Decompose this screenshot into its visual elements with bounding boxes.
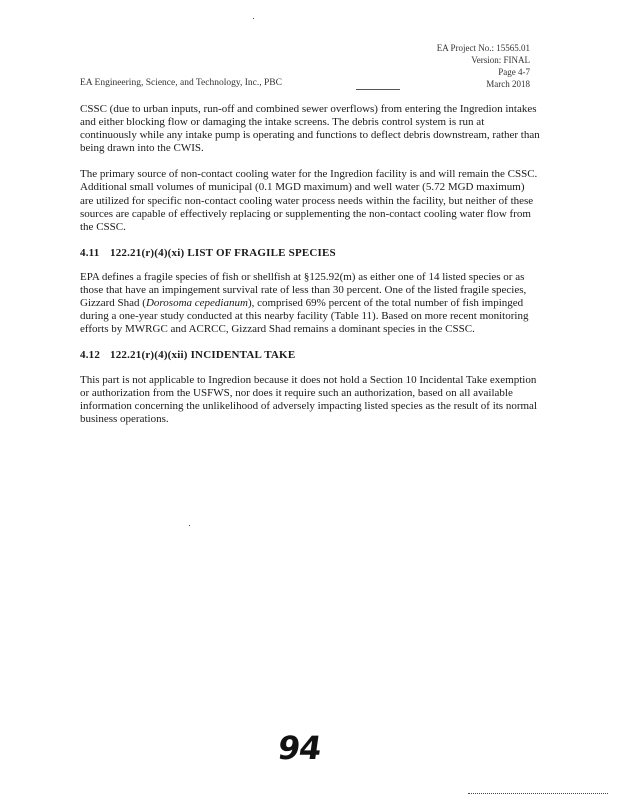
section-heading: [80, 247, 540, 260]
section-title: 122.21(r)(4)(xii) INCIDENTAL TAKE: [110, 349, 296, 362]
paragraph: EPA defines a fragile species of fish or shellfish at §125.92(m) as either one of 14 listed species or as those that have an impingement survival rate of less than 30 percent. One of the listed fragile species, Gizzard Shad (Dorosoma cepedianum), comprised 69% percent of the total number of fish impinged during a one-year study conducted at this nearby facility (Table 11). Based on more recent monitoring efforts by MWRGC and ACRCC, Gizzard Shad remains a dominant species in the CSSC.: [80, 270, 529, 336]
project-number: EA Project No.: 15565.01: [436, 43, 530, 53]
section-heading: [80, 349, 540, 362]
scan-speck: [253, 18, 254, 19]
company-name: EA Engineering, Science, and Technology, Inc., PBC: [80, 78, 282, 88]
handwritten-page-mark: 94: [275, 729, 324, 767]
document-body: [80, 103, 540, 439]
date: March 2018: [486, 79, 530, 89]
section-number: 4.12: [80, 349, 101, 362]
paragraph: This part is not applicable to Ingredion because it does not hold a Section 10 Incidental Take exemption or authorization from the USFWS, nor does it require such an authorization, based on all available information concerning the unlikelihood of adversely impacting listed species as the result of its normal business operations.: [80, 373, 537, 425]
document-header: [437, 42, 530, 90]
section-number: 4.11: [80, 246, 100, 259]
version: Version: FINAL: [471, 55, 530, 65]
section-title: 122.21(r)(4)(xi) LIST OF FRAGILE SPECIES: [110, 246, 336, 259]
paragraph: The primary source of non-contact cooling water for the Ingredion facility is and will remain the CSSC. Additional small volumes of municipal (0.1 MGD maximum) and well water (5.72 MGD maximum) are utilized for specific non-contact cooling water process needs within the facility, but neither of these sources are capable of effectively replacing or supplementing the non-contact cooling water flow from the CSSC.: [80, 168, 538, 233]
species-name: Dorosoma cepedianum: [145, 297, 248, 310]
paragraph: CSSC (due to urban inputs, run-off and combined sewer overflows) from entering the Ingredion intakes and either blocking flow or damaging the intake screens. The debris control system is run at continuously while any intake pump is operating and functions to deflect debris downstream, rather than being drawn into the CWIS.: [80, 103, 540, 155]
page-number: Page 4-7: [498, 67, 530, 77]
header-rule: [356, 89, 400, 90]
scan-edge-marks: [468, 793, 608, 794]
scan-speck: [189, 525, 190, 526]
